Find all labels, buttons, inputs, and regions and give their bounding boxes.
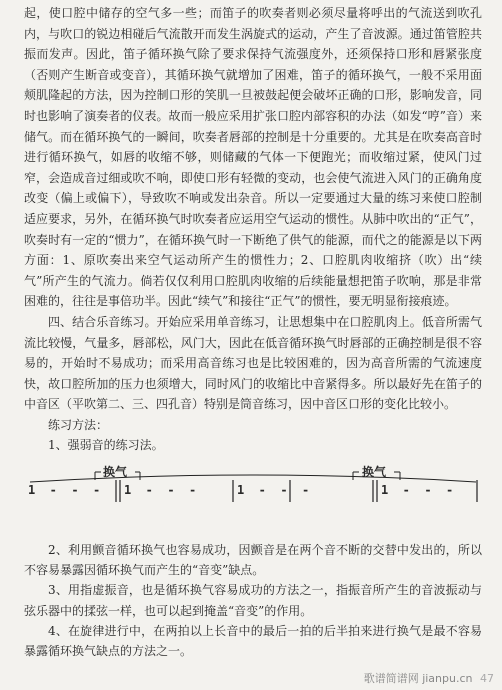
paragraph: 四、结合乐音练习。开始应采用单音练习，让思想集中在口腔肌肉上。低音所需气流比较慢，气量多，唇部松，风门大，因此在低音循环换气时唇部的正确控制是很不容易的，开始时不易成功；而采用高音练习也是比较困难的，因为高音所需的气流速度快，故口腔所加的压力也须增大，同时风门的收缩比中音紧得多。所以最好先在笛子的中音区（平吹第二、三、四孔音）特别是筒音练习，因中音区口形的变化比较小。 (24, 314, 482, 412)
breath-label: 换气 (362, 465, 387, 479)
measure-notes: 1 - - - (237, 483, 310, 497)
body-text-top (24, 3, 482, 456)
body-text-bottom (24, 540, 482, 661)
paragraph: 起，使口腔中储存的空气多一些；而笛子的吹奏者则必须尽量将呼出的气流送到吹孔内，与吹口的锐边相碰后气流散开而发生涡旋式的运动，产生了音波源。通过笛管腔共振而发声。因此，笛子循环换气除了要求保持气流强度外，还须保持口形和唇紧张度（否则产生断音或变音），其循环换气就增加了困难，笛子的循环换气，一般不采用面颊肌隆起的方法，因为控制口形的笑肌一旦被鼓起便会破坏正确的口形，影响发音，同时也影响了演奏者的仪表。故而一般应采用扩张口腔内部容积的办法（如发“哼”音）来储气。而在循环换气的一瞬间，吹奏者唇部的控制是十分重要的。尤其是在吹奏高音时进行循环换气，如唇的收缩不够，则储藏的气体一下便跑光；而收缩过紧，使风门过窄，会造成音过细或吹不响，即使口形有轻微的变动，也会使气流进入风门的正确角度改变（偏上或偏下），导致吹不响或发出杂音。所以一定要通过大量的练习来使口腔制适应要求，另外，在循环换气时吹奏者应运用空气运动的惯性。从肺中吹出的“正气”，吹奏时有一定的“惯力”，在循环换气时一下断绝了供气的能源，而代之的能源是以下两方面：1、原吹奏出来空气运动所产生的惯性力；2、口腔肌肉收缩挤（吹）出“续气”所产生的气流力。倘若仅仅利用口腔肌肉收缩的后续能量想把笛子吹响，那是非常困难的，往往是事倍功半。因此“续气”和接往“正气”的惯性，要无明显衔接痕迹。 (24, 6, 482, 309)
measure-notes: 1 - - - (381, 483, 454, 497)
measure-notes: 1 - - - (124, 483, 197, 497)
footer (364, 670, 494, 686)
watermark: 歌谱简谱网 jianpu.cn (363, 672, 473, 685)
page-number: 47 (480, 672, 494, 685)
breath-label: 换气 (103, 465, 128, 479)
paragraph: 3、用指虚振音，也是循环换气容易成功的方法之一，指振音所产生的音波振动与弦乐器中的揉弦一样，也可以起到掩盖“音变”的作用。 (24, 583, 482, 618)
paragraph: 4、在旋律进行中，在两拍以上长音中的最后一拍的后半拍来进行换气是最不容易暴露循环换气缺点的方法之一。 (24, 623, 482, 659)
paragraph: 练习方法： (48, 417, 109, 432)
paragraph: 1、强弱音的练习法。 (48, 438, 164, 453)
paragraph: 2、利用颤音循环换气也容易成功，因颤音是在两个音不断的交替中发出的，所以不容易暴露因循环换气而产生的“音变”缺点。 (24, 543, 482, 578)
measure-notes: 1 - - - (28, 483, 101, 497)
notation-staff (24, 454, 482, 516)
slur-line (30, 475, 476, 482)
